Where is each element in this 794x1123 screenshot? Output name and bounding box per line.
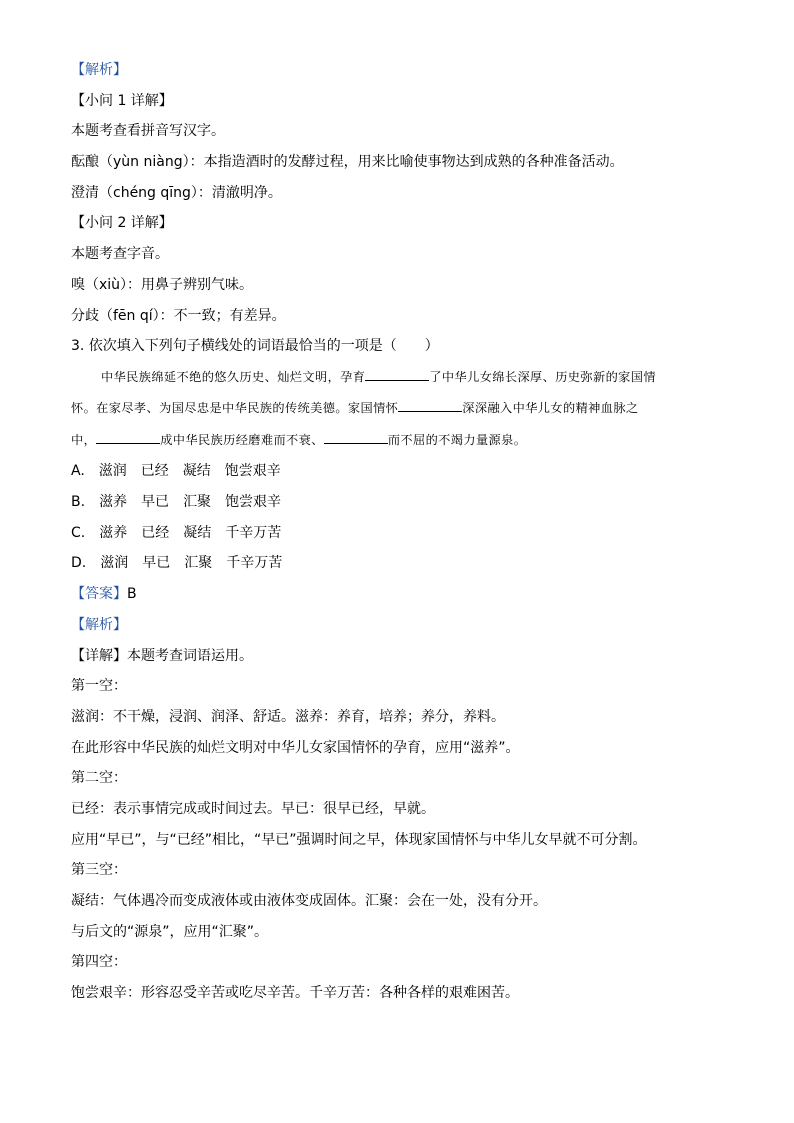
option-word: 早已 — [142, 555, 171, 572]
option-letter: B. — [71, 494, 86, 511]
option-word: 汇聚 — [183, 494, 212, 511]
blank-1-reason: 在此形容中华民族的灿烂文明对中华儿女家国情怀的孕育，应用“滋养”。 — [71, 739, 520, 756]
q2-intro: 本题考查字音。 — [71, 246, 169, 263]
fill-blank-2 — [398, 399, 462, 412]
fill-blank-3 — [96, 431, 160, 444]
passage-line-1 — [71, 367, 731, 387]
blank-3-reason: 与后文的“源泉”，应用“汇聚”。 — [71, 923, 269, 940]
option-word: 滋润 — [100, 555, 129, 572]
passage-text: 深深融入中华儿女的精神血脉之 — [462, 401, 639, 416]
q2-item-2: 分歧（fēn qí）：不一致；有差异。 — [71, 307, 286, 324]
option-word: 饱尝艰辛 — [224, 463, 281, 480]
question-3-stem: 3. 依次填入下列句子横线处的词语最恰当的一项是（ ） — [71, 338, 439, 355]
q2-item-1: 嗅（xiù）：用鼻子辨别气味。 — [71, 276, 254, 293]
blank-1-title: 第一空： — [71, 678, 127, 695]
q1-label: 【小问 1 详解】 — [71, 92, 173, 109]
blank-2-title: 第二空： — [71, 770, 127, 787]
option-word: 滋养 — [99, 494, 128, 511]
option-letter: D. — [71, 555, 87, 572]
option-word: 已经 — [140, 463, 169, 480]
passage-text: 了中华儿女绵长深厚、历史弥新的家国情 — [429, 369, 656, 384]
document-page — [71, 60, 731, 1014]
option-word: 早已 — [141, 494, 170, 511]
option-d — [71, 553, 731, 573]
option-letter: A. — [71, 463, 85, 480]
option-word: 汇聚 — [184, 555, 213, 572]
fill-blank-1 — [365, 368, 429, 381]
option-b — [71, 492, 731, 512]
answer-value: B — [127, 586, 137, 603]
blank-4-definition: 饱尝艰辛：形容忍受辛苦或吃尽辛苦。千辛万苦：各种各样的艰难困苦。 — [71, 985, 519, 1002]
option-word: 滋养 — [99, 524, 128, 541]
passage-line-2 — [71, 398, 731, 418]
option-c — [71, 523, 731, 543]
detail-intro: 本题考查词语运用。 — [127, 647, 253, 664]
detail-line — [71, 646, 731, 666]
option-word: 凝结 — [183, 524, 212, 541]
passage-text: 成中华民族历经磨难而不衰、 — [160, 432, 324, 447]
option-word: 千辛万苦 — [226, 555, 283, 572]
option-letter: C. — [71, 524, 86, 541]
option-a — [71, 461, 731, 481]
analysis-label: 【解析】 — [71, 616, 127, 633]
blank-3-title: 第三空： — [71, 862, 127, 879]
q1-item-1: 酝酿（yùn niàng）：本指造酒时的发酵过程，用来比喻使事物达到成熟的各种准备活动。 — [71, 154, 624, 171]
answer-line — [71, 584, 731, 604]
blank-2-reason: 应用“早已”，与“已经”相比，“早已”强调时间之早，体现家国情怀与中华儿女早就不可分割。 — [71, 831, 647, 848]
option-word: 千辛万苦 — [225, 524, 282, 541]
option-word: 饱尝艰辛 — [225, 494, 282, 511]
passage-text: 怀。在家尽孝、为国尽忠是中华民族的传统美德。家国情怀 — [71, 401, 399, 416]
answer-label: 【答案】 — [71, 586, 127, 603]
blank-1-definition: 滋润：不干燥，浸润、润泽、舒适。滋养：养育，培养；养分，养料。 — [71, 708, 505, 725]
option-word: 已经 — [141, 524, 170, 541]
detail-label: 【详解】 — [71, 647, 127, 664]
q1-item-2: 澄清（chéng qīng）：清澈明净。 — [71, 184, 282, 201]
passage-text: 而不屈的不竭力量源泉。 — [387, 432, 527, 447]
blank-3-definition: 凝结：气体遇冷而变成液体或由液体变成固体。汇聚：会在一处，没有分开。 — [71, 893, 547, 909]
passage-text: 中， — [71, 432, 97, 447]
fill-blank-4 — [324, 431, 388, 444]
passage-text: 中华民族绵延不绝的悠久历史、灿烂文明，孕育 — [101, 369, 366, 384]
q1-intro: 本题考查看拼音写汉字。 — [71, 123, 225, 140]
option-word: 滋润 — [98, 463, 127, 480]
passage-line-3 — [71, 430, 731, 450]
analysis-label: 【解析】 — [71, 62, 127, 78]
option-word: 凝结 — [182, 463, 211, 480]
blank-2-definition: 已经：表示事情完成或时间过去。早已：很早已经，早就。 — [71, 800, 435, 817]
blank-4-title: 第四空： — [71, 954, 127, 971]
q2-label: 【小问 2 详解】 — [71, 215, 173, 232]
